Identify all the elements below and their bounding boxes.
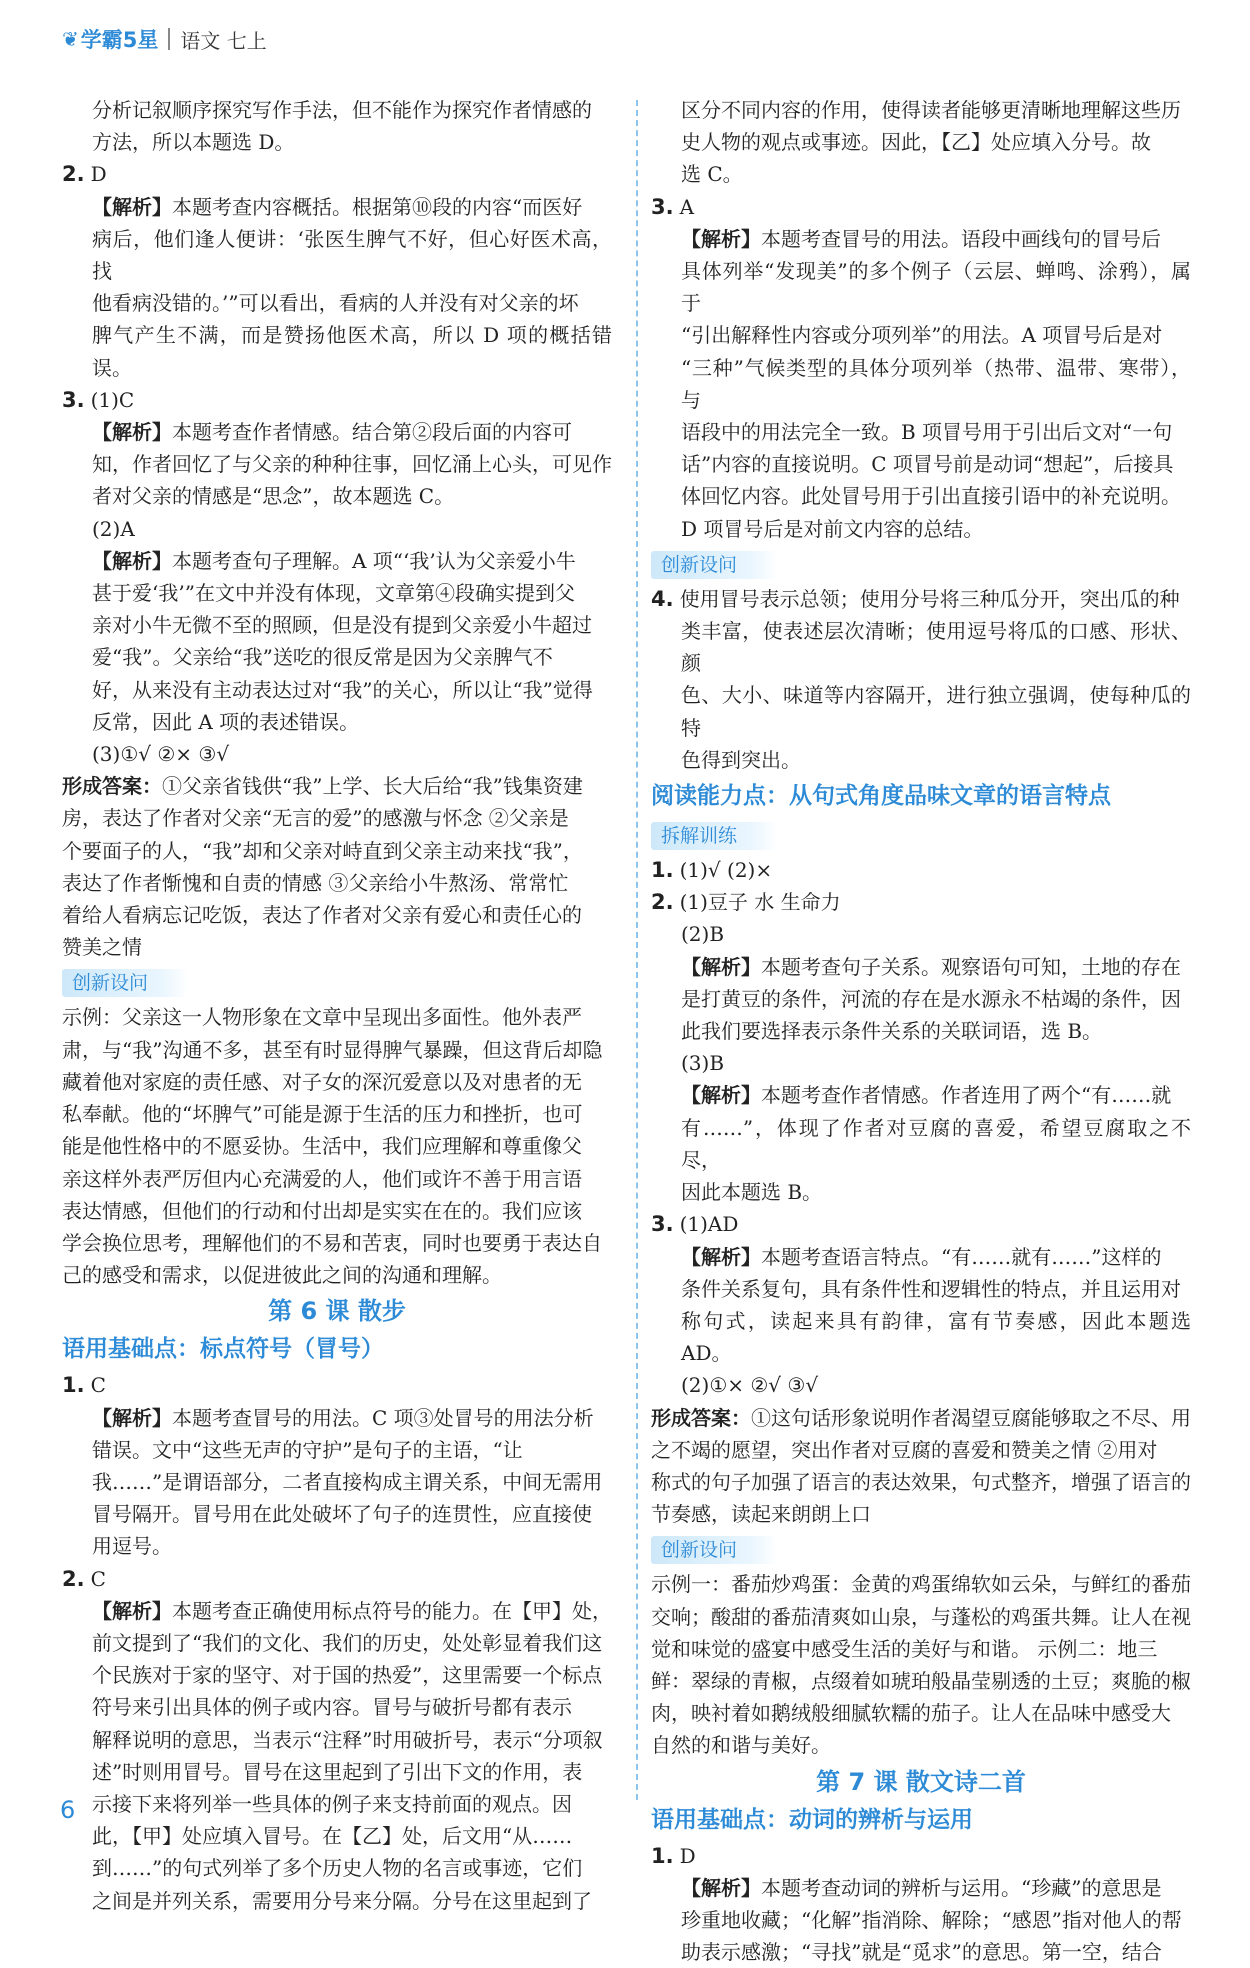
question-number: 2. [651,890,674,915]
text-line: 知，作者回忆了与父亲的种种往事，回忆涌上心头，可见作 [92,452,612,477]
analysis [651,1079,1191,1111]
analysis [62,191,612,223]
question-number: 3. [62,387,85,412]
text-line: 本题考查句子理解。A 项“‘我’认为父亲爱小牛 [172,548,576,573]
text-line: 因此本题选 B。 [681,1180,823,1205]
text-line: 好，从来没有主动表达过对“我”的关心，所以让“我”觉得 [92,677,593,702]
text-line: 是打黄豆的条件，河流的存在是水源永不枯竭的条件，因 [681,986,1181,1011]
text-line: 本题考查正确使用标点符号的能力。在【甲】处， [172,1598,612,1623]
left-column [62,94,612,1917]
right-column [651,94,1191,1968]
text-line: 史人物的观点或事迹。因此，【乙】处应填入分号。故 [681,130,1151,155]
text-line: 他看病没错的。’”可以看出，看病的人并没有对父亲的坏 [92,291,579,316]
text-line: “引出解释性内容或分项列举”的用法。A 项冒号后是对 [681,323,1163,348]
text-line: 反常，因此 A 项的表述错误。 [92,709,360,734]
text-line: 有……”，体现了作者对豆腐的喜爱，希望豆腐取之不尽， [681,1115,1191,1172]
text-line: 示接下来将列举一些具体的例子来支持前面的观点。因 [92,1791,572,1816]
question-number: 3. [651,1212,674,1237]
analysis [62,1402,612,1434]
text-line: 助表示感激；“寻找”就是“觅求”的意思。第一空，结合 [681,1940,1162,1965]
training-3 [651,1208,1191,1240]
text-line: 此，【甲】处应填入冒号。在【乙】处，后文用“从…… [92,1824,573,1849]
text-line: 表达情感，但他们的行动和付出却是实实在在的。我们应该 [62,1198,582,1223]
text-line: 个要面子的人，“我”却和父亲对峙直到父亲主动来找“我”， [62,838,583,863]
text-line: 藏着他对家庭的责任感、对子女的深沉爱意以及对患者的无 [62,1069,582,1094]
formed-answer [651,1402,1191,1434]
analysis-tag: 【解析】 [681,226,761,251]
text-line: 本题考查冒号的用法。语段中画线句的冒号后 [761,226,1161,251]
analysis-tag: 【解析】 [92,1405,172,1430]
feather-icon: ❦ [62,27,79,51]
text-line: D 项冒号后是对前文内容的总结。 [681,516,984,541]
ability-point-title: 阅读能力点：从句式角度品味文章的语言特点 [651,783,1111,810]
text-line: 之间是并列关系，需要用分号来分隔。分号在这里起到了 [92,1888,592,1913]
analysis [62,416,612,448]
analysis-tag: 【解析】 [92,194,172,219]
text-line: 话”内容的直接说明。C 项冒号前是动词“想起”，后接具 [681,452,1174,477]
text-line: 本题考查冒号的用法。C 项③处冒号的用法分析 [172,1405,594,1430]
text-line: 本题考查内容概括。根据第⑩段的内容“而医好 [172,194,583,219]
text-line: 用逗号。 [92,1534,172,1559]
question-2 [62,158,612,190]
text-line: 条件关系复句，具有条件性和逻辑性的特点，并且运用对 [681,1276,1181,1301]
text-line: 本题考查语言特点。“有……就有……”这样的 [761,1244,1162,1269]
text-line: 分析记叙顺序探究写作手法，但不能作为探究作者情感的 [92,98,592,122]
text-line: 述”时则用冒号。冒号在这里起到了引出下文的作用，表 [92,1759,583,1784]
analysis [651,223,1191,255]
text-line: 者对父亲的情感是“思念”，故本题选 C。 [92,484,455,509]
analysis [62,1595,612,1627]
sub-answer: (3)B [681,1051,725,1076]
text-line: 前文提到了“我们的文化、我们的历史，处处彰显着我们这 [92,1630,603,1655]
text-line: 病后，他们逢人便讲：‘张医生脾气不好，但心好医术高，找 [92,226,612,284]
breakdown-badge: 拆解训练 [651,822,777,850]
question-number: 3. [651,194,674,219]
formed-answer [62,770,612,802]
answer: (1)AD [679,1212,739,1237]
text-line: 色得到突出。 [681,747,801,772]
question-number: 1. [651,858,674,883]
text-line: 到……”的句式列举了多个历史人物的名言或事迹，它们 [92,1856,583,1881]
formed-answer-tag: 形成答案： [62,774,162,799]
text-line: 语段中的用法完全一致。B 项冒号用于引出后文对“一句 [681,420,1173,445]
analysis-tag: 【解析】 [92,420,172,445]
analysis-tag: 【解析】 [681,954,761,979]
text-line: 赞美之情 [62,935,142,960]
page-header [62,22,267,56]
analysis-tag: 【解析】 [681,1875,761,1900]
text-line: 着给人看病忘记吃饭，表达了作者对父亲有爱心和责任心的 [62,903,582,928]
text-line: 区分不同内容的作用，使得读者能够更清晰地理解这些历 [681,98,1181,122]
question-1 [651,1840,1191,1872]
analysis [651,1241,1191,1273]
basic-point-title: 语用基础点：标点符号（冒号） [62,1336,384,1363]
answer: D [90,162,107,187]
question-number: 1. [651,1843,674,1868]
basic-point-title: 语用基础点：动词的辨析与运用 [651,1806,973,1833]
question-3 [62,384,612,416]
answer: C [90,1566,106,1591]
text-line: 节奏感，读起来朗朗上口 [651,1502,871,1527]
text-line: 使用冒号表示总领；使用分号将三种瓜分开，突出瓜的种 [679,586,1180,611]
text-line: 自然的和谐与美好。 [651,1733,831,1758]
text-line: 具体列举“发现美”的多个例子（云层、蝉鸣、涂鸦），属于 [681,259,1191,316]
subject-label: 语文 七上 [180,28,267,53]
analysis-tag: 【解析】 [92,1598,172,1623]
text-line: 冒号隔开。冒号用在此处破坏了句子的连贯性，应直接使 [92,1502,592,1527]
text-line: 解释说明的意思，当表示“注释”时用破折号，表示“分项叙 [92,1727,603,1752]
analysis [62,545,612,577]
text-line: 爱“我”。父亲给“我”送吃的很反常是因为父亲脾气不 [92,645,553,670]
sub-answer: (2)①× ②√ ③√ [681,1373,819,1398]
text-line: 鲜：翠绿的青椒，点缀着如琥珀般晶莹剔透的土豆；爽脆的椒 [651,1668,1191,1693]
text-line: 亲对小牛无微不至的照顾，但是没有提到父亲爱小牛超过 [92,613,592,638]
text-line: 此我们要选择表示条件关系的关联词语，选 B。 [681,1019,1103,1044]
text-line: ①这句话形象说明作者渴望豆腐能够取之不尽、用 [751,1405,1191,1430]
question-4 [651,583,1191,615]
text-line: 甚于爱‘我’”在文中并没有体现，文章第④段确实提到父 [92,581,575,606]
analysis [651,951,1191,983]
brand-name: 学霸5星 [80,28,159,52]
text-line: 示例：父亲这一人物形象在文章中呈现出多面性。他外表严 [62,1005,582,1030]
brand-logo [62,24,158,54]
answer: (1)豆子 水 生命力 [679,890,841,915]
question-number: 2. [62,162,85,187]
text-line: 肉，映衬着如鹅绒般细腻软糯的茄子。让人在品味中感受大 [651,1701,1171,1726]
sub-answer: (3)①√ ②× ③√ [92,742,230,767]
innovation-badge: 创新设问 [651,1536,777,1564]
training-2 [651,886,1191,918]
text-line: 己的感受和需求，以促进彼此之间的沟通和理解。 [62,1263,502,1288]
answer: C [90,1373,106,1398]
text-line: 本题考查作者情感。结合第②段后面的内容可 [172,420,572,445]
answer: (1)C [90,387,135,412]
text-line: 方法，所以本题选 D。 [92,130,295,155]
text-line: 类丰富，使表述层次清晰；使用逗号将瓜的口感、形状、颜 [681,619,1191,676]
text-line: 脾气产生不满，而是赞扬他医术高，所以 D 项的概括错误。 [92,323,612,380]
text-line: 称式的句子加强了语言的表达效果，句式整齐，增强了语言的 [651,1469,1191,1494]
innovation-badge: 创新设问 [62,969,188,997]
answer: D [679,1843,696,1868]
text-line: 体回忆内容。此处冒号用于引出直接引语中的补充说明。 [681,484,1181,509]
text-line: 私奉献。他的“坏脾气”可能是源于生活的压力和挫折，也可 [62,1102,583,1127]
header-separator [168,28,170,50]
text-line: 本题考查句子关系。观察语句可知，土地的存在 [761,954,1181,979]
sub-answer: (2)A [92,516,135,541]
innovation-badge: 创新设问 [651,551,777,579]
text-line: 表达了作者惭愧和自责的情感 ③父亲给小牛熬汤、常常忙 [62,870,569,895]
analysis-tag: 【解析】 [681,1244,761,1269]
text-line: 个民族对于家的坚守、对于国的热爱”，这里需要一个标点 [92,1663,603,1688]
question-number: 1. [62,1373,85,1398]
text-line: 房，表达了作者对父亲“无言的爱”的感激与怀念 ②父亲是 [62,806,569,831]
text-line: 称句式，读起来具有韵律，富有节奏感，因此本题选 AD。 [681,1308,1191,1366]
text-line: 我……”是谓语部分，二者直接构成主谓关系，中间无需用 [92,1469,603,1494]
text-line: 肃，与“我”沟通不多，甚至有时显得脾气暴躁，但这背后却隐 [62,1037,603,1062]
answer: (1)√ (2)× [679,858,773,883]
question-number: 4. [651,586,674,611]
text-line: 能是他性格中的不愿妥协。生活中，我们应理解和尊重像父 [62,1134,582,1159]
text-line: “三种”气候类型的具体分项列举（热带、温带、寒带），与 [681,355,1191,412]
text-line: 错误。文中“这些无声的守护”是句子的主语，“让 [92,1437,523,1462]
analysis [651,1872,1191,1904]
column-divider [636,100,638,1800]
question-number: 2. [62,1566,85,1591]
text-line: 本题考查作者情感。作者连用了两个“有……就 [761,1083,1172,1108]
analysis-tag: 【解析】 [681,1083,761,1108]
analysis-tag: 【解析】 [92,548,172,573]
text-line: 之不竭的愿望，突出作者对豆腐的喜爱和赞美之情 ②用对 [651,1437,1158,1462]
text-line: 选 C。 [681,162,743,187]
text-line: 本题考查动词的辨析与运用。“珍藏”的意思是 [761,1875,1162,1900]
question-3 [651,191,1191,223]
formed-answer-tag: 形成答案： [651,1405,751,1430]
text-line: ①父亲省钱供“我”上学、长大后给“我”钱集资建 [162,774,583,799]
page-number: 6 [60,1796,76,1824]
lesson-7-title: 第 7 课 散文诗二首 [816,1767,1026,1796]
sub-answer: (2)B [681,922,725,947]
text-line: 示例一：番茄炒鸡蛋：金黄的鸡蛋绵软如云朵，与鲜红的番茄 [651,1572,1191,1597]
question-2 [62,1563,612,1595]
answer: A [679,194,695,219]
text-line: 珍重地收藏；“化解”指消除、解除；“感恩”指对他人的帮 [681,1907,1182,1932]
training-1 [651,854,1191,886]
text-line: 觉和味觉的盛宴中感受生活的美好与和谐。 示例二：地三 [651,1636,1158,1661]
question-1 [62,1369,612,1401]
text-line: 色、大小、味道等内容隔开，进行独立强调，使每种瓜的特 [681,683,1191,740]
lesson-6-title: 第 6 课 散步 [268,1297,406,1326]
text-line: 交响；酸甜的番茄清爽如山泉，与蓬松的鸡蛋共舞。让人在视 [651,1604,1191,1629]
text-line: 学会换位思考，理解他们的不易和苦衷，同时也要勇于表达自 [62,1230,602,1255]
text-line: 符号来引出具体的例子或内容。冒号与破折号都有表示 [92,1695,572,1720]
text-line: 亲这样外表严厉但内心充满爱的人，他们或许不善于用言语 [62,1166,582,1191]
